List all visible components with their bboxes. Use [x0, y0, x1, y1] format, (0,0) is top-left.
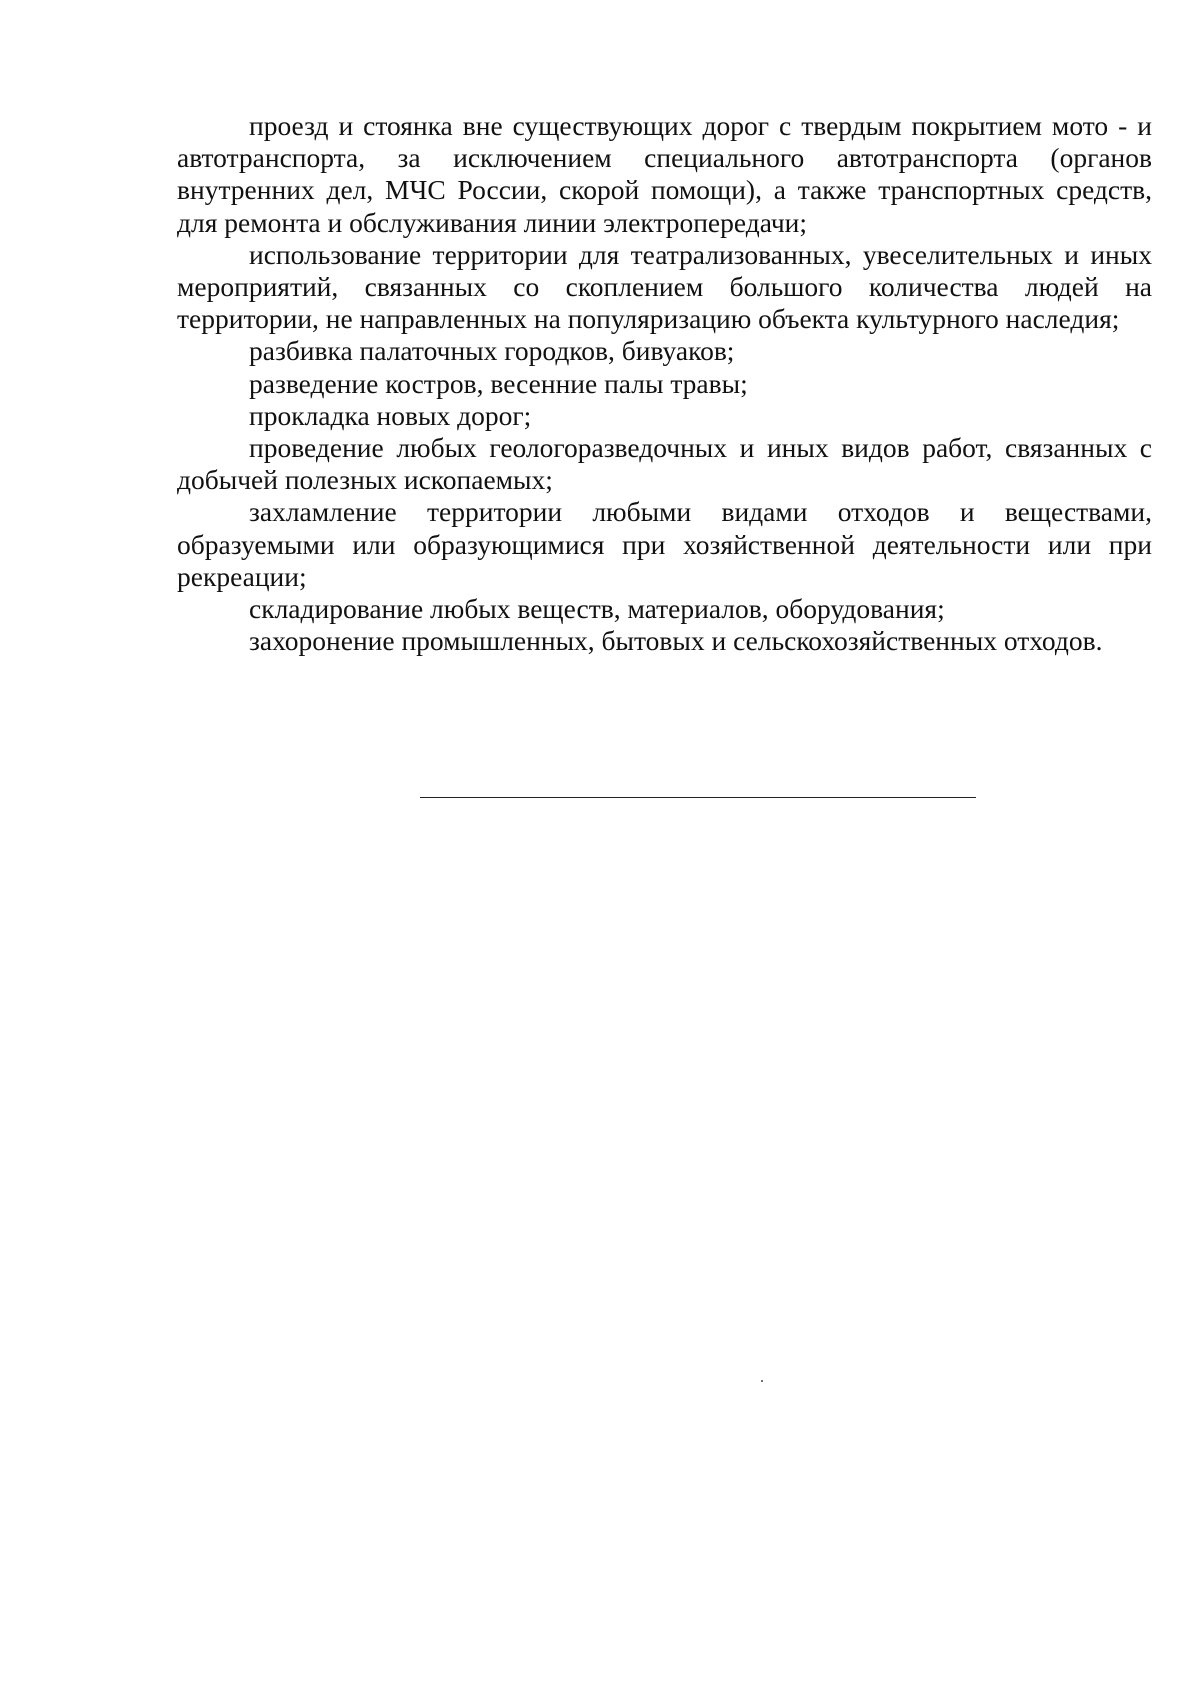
paragraph-bonfires: разведение костров, весенние палы травы;	[249, 367, 748, 399]
paragraph-vehicle-traffic: проезд и стоянка вне существующих дорог с твердым покрытием мото - и автотранспорта, за исключением специального автотранспорта (органов внутренних дел, МЧС России, скорой помощи), а также транспортных средств, для ремонта и обслуживания линии электропередачи;	[177, 110, 1152, 238]
restrictions-list	[177, 110, 1152, 657]
paragraph-geological-works: проведение любых геологоразведочных и иных видов работ, связанных с добычей полезных ископаемых;	[177, 432, 1152, 496]
end-separator-line	[420, 797, 976, 798]
paragraph-littering: захламление территории любыми видами отходов и веществами, образуемыми или образующимися при хозяйственной деятельности или при рекреации;	[177, 496, 1152, 592]
paragraph-mass-events: использование территории для театрализованных, увеселительных и иных мероприятий, связанных со скоплением большого количества людей на территории, не направленных на популяризацию объекта культурного наследия;	[177, 238, 1152, 335]
paragraph-tent-camps: разбивка палаточных городков, бивуаков;	[249, 335, 735, 367]
paragraph-storage: складирование любых веществ, материалов, оборудования;	[249, 593, 945, 625]
paragraph-new-roads: прокладка новых дорог;	[249, 399, 532, 431]
paragraph-waste-burial: захоронение промышленных, бытовых и сельскохозяйственных отходов.	[249, 625, 1103, 657]
scan-speck	[761, 1380, 763, 1382]
